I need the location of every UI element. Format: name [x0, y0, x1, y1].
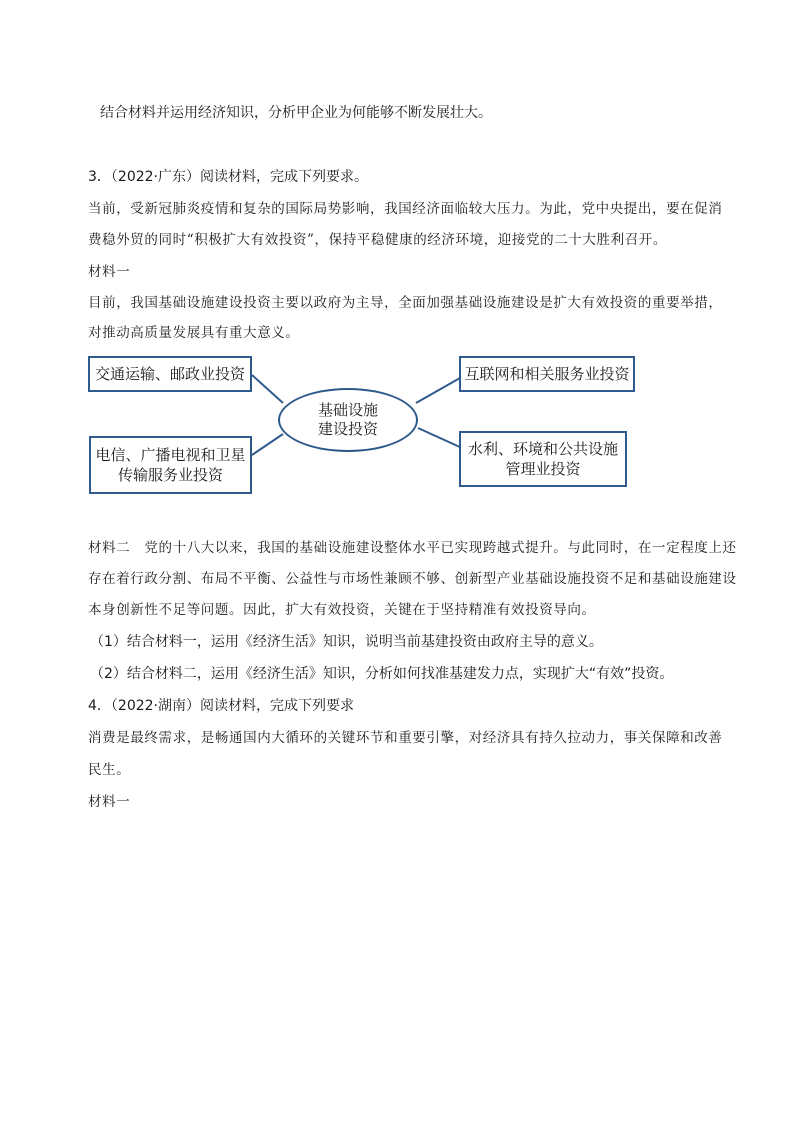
q3-material2-line-1: 材料二 党的十八大以来，我国的基础设施建设整体水平已实现跨越式提升。与此同时，在一定程度上还	[88, 540, 737, 556]
q3-subquestion-2: （2）结合材料二，运用《经济生活》知识，分析如何找准基建发力点，实现扩大“有效”投资。	[90, 666, 674, 682]
q3-material2-line-2: 存在着行政分割、布局不平衡、公益性与市场性兼顾不够、创新型产业基础设施投资不足和基础设施建设	[88, 571, 737, 587]
box-water-environment: 水利、环境和公共设施 管理业投资	[459, 431, 627, 487]
box-transport-postal: 交通运输、邮政业投资	[88, 356, 252, 392]
q4-intro-line-1: 消费是最终需求，是畅通国内大循环的关键环节和重要引擎，对经济具有持久拉动力，事关保障和改善	[88, 730, 723, 746]
q4-material1-label: 材料一	[88, 794, 131, 810]
q4-header: 4．（2022·湖南）阅读材料，完成下列要求	[88, 698, 354, 714]
box-internet-services: 互联网和相关服务业投资	[459, 356, 635, 392]
q3-intro-line-2: 费稳外贸的同时“积极扩大有效投资”，保持平稳健康的经济环境，迎接党的二十大胜利召开。	[88, 232, 668, 248]
q4-intro-line-2: 民生。	[88, 762, 131, 778]
box-telecom-broadcast: 电信、广播电视和卫星 传输服务业投资	[89, 436, 252, 494]
center-infrastructure-investment: 基础设施 建设投资	[278, 388, 418, 452]
q3-material2-line-3: 本身创新性不足等问题。因此，扩大有效投资，关键在于坚持精准有效投资导向。	[88, 602, 596, 618]
q3-material1-label: 材料一	[88, 264, 131, 280]
q3-intro-line-1: 当前，受新冠肺炎疫情和复杂的国际局势影响，我国经济面临较大压力。为此，党中央提出，要在促消	[88, 201, 723, 217]
q3-material1-line-1: 目前，我国基础设施建设投资主要以政府为主导，全面加强基础设施建设是扩大有效投资的重要举措，	[88, 295, 723, 311]
top-question: 结合材料并运用经济知识，分析甲企业为何能够不断发展壮大。	[100, 105, 492, 121]
q3-subquestion-1: （1）结合材料一，运用《经济生活》知识，说明当前基建投资由政府主导的意义。	[90, 634, 603, 650]
q3-material1-line-2: 对推动高质量发展具有重大意义。	[88, 325, 300, 341]
q3-header: 3．（2022·广东）阅读材料，完成下列要求。	[88, 169, 368, 185]
